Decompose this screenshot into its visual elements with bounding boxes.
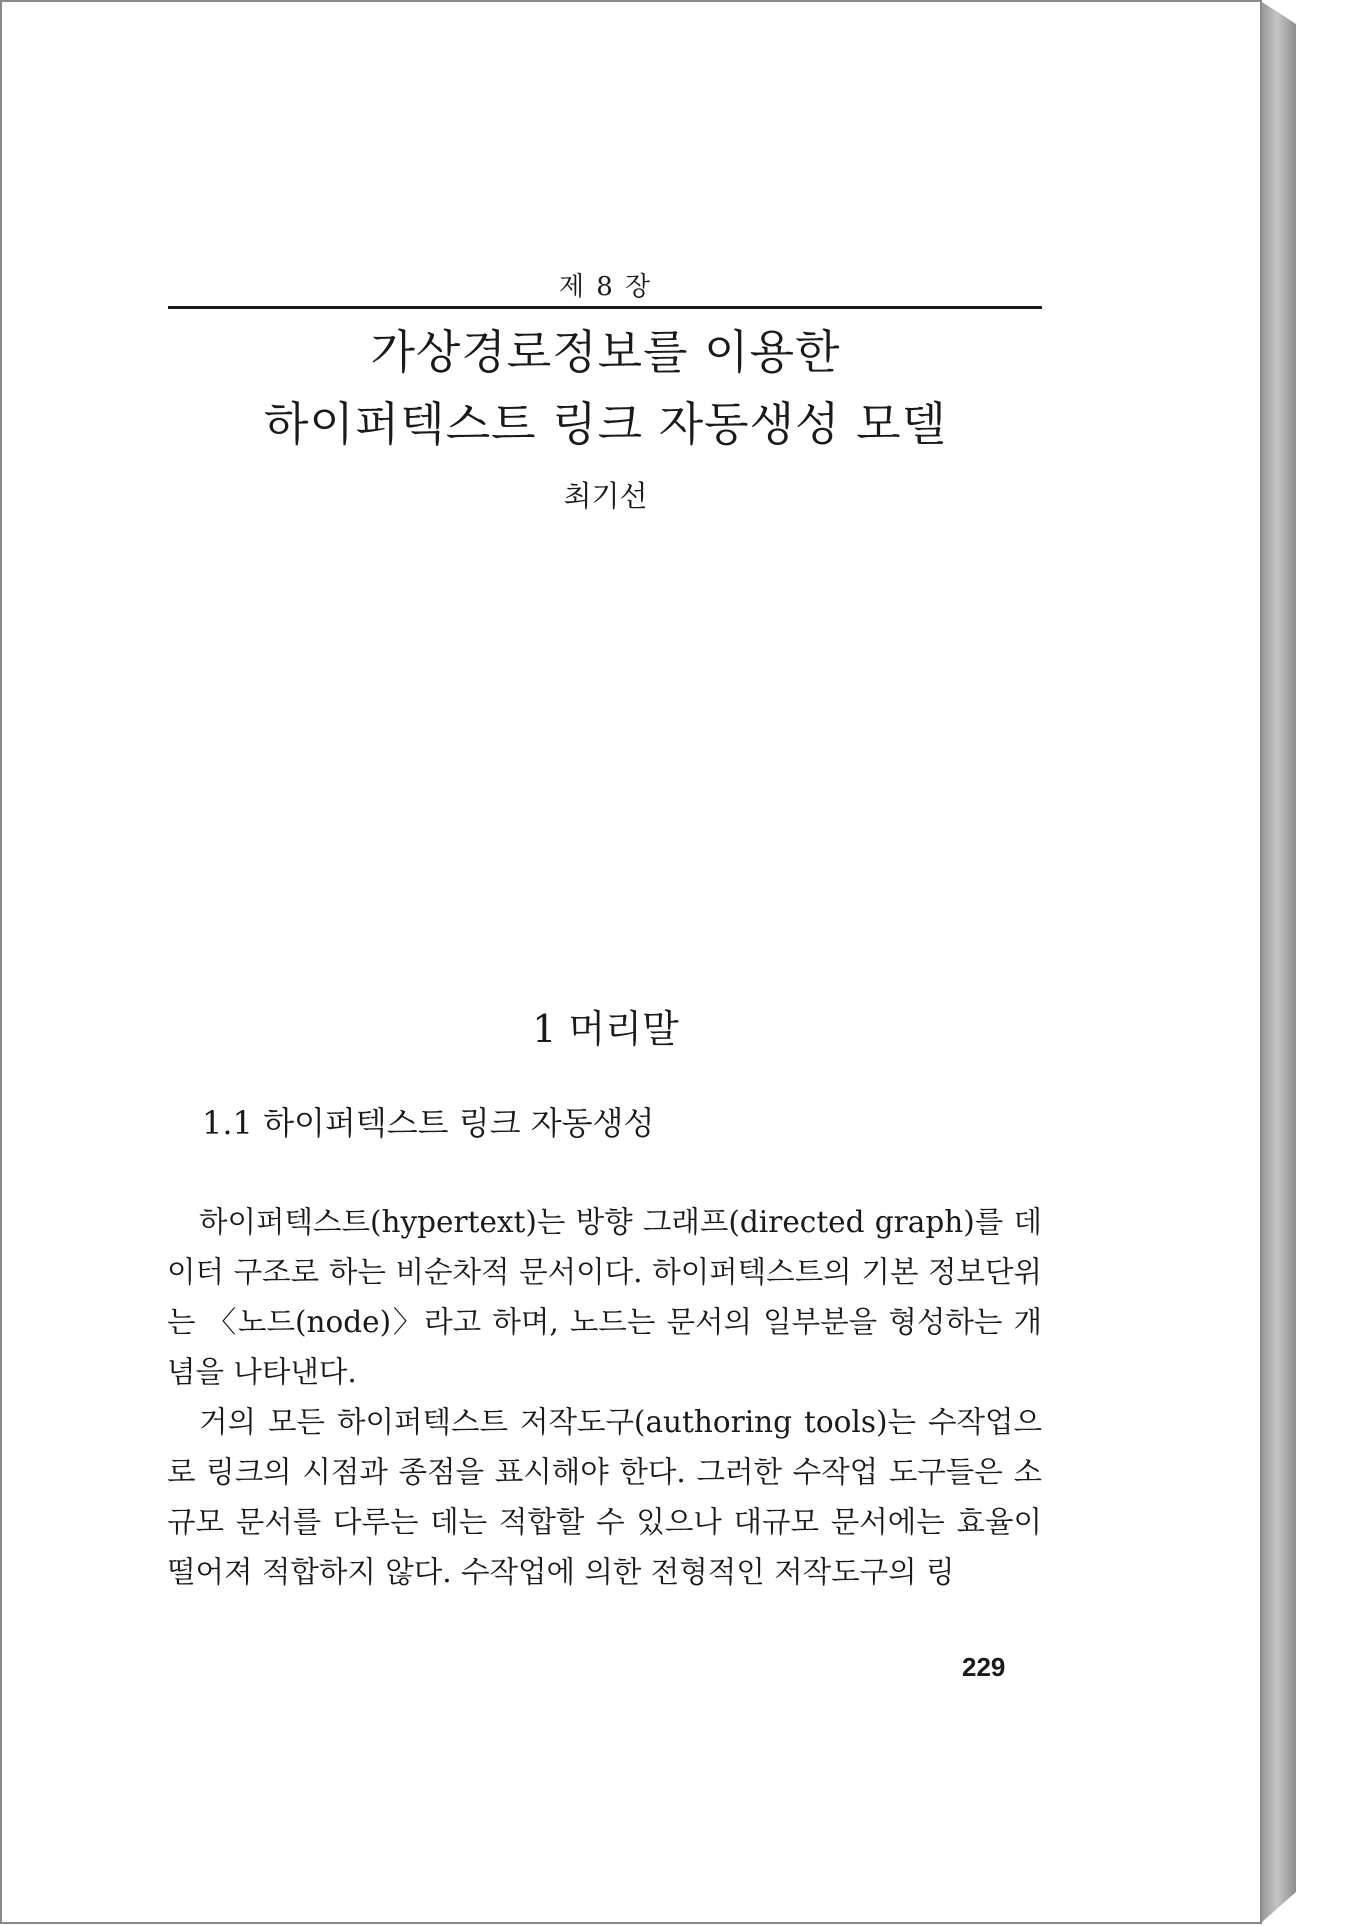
page-number: 229 <box>962 1652 1006 1682</box>
body-text <box>167 1197 1042 1597</box>
author-name: 최기선 <box>563 479 648 513</box>
section-heading: 1 머리말 <box>532 1007 679 1051</box>
subsection-heading: 1.1 하이퍼텍스트 링크 자동생성 <box>202 1104 655 1142</box>
chapter-title-line-2: 하이퍼텍스트 링크 자동생성 모델 <box>264 397 947 451</box>
chapter-rule <box>168 306 1042 309</box>
chapter-title <box>2 316 1209 460</box>
paragraph: 하이퍼텍스트(hypertext)는 방향 그래프(directed graph)를 데이터 구조로 하는 비순차적 문서이다. 하이퍼텍스트의 기본 정보단위는 〈노드(node)〉라고 하며, 노드는 문서의 일부분을 형성하는 개념을 나타낸다. <box>167 1205 1042 1389</box>
chapter-label: 제 8 장 <box>558 272 653 302</box>
chapter-title-line-1: 가상경로정보를 이용한 <box>370 325 841 379</box>
page-edge <box>1262 2 1296 1922</box>
paragraph: 거의 모든 하이퍼텍스트 저작도구(authoring tools)는 수작업으로 링크의 시점과 종점을 표시해야 한다. 그러한 수작업 도구들은 소규모 문서를 다루는 데는 적합할 수 있으나 대규모 문서에는 효율이 떨어져 적합하지 않다. 수작업에 의한 전형적인 저작도구의 링 <box>167 1405 1042 1589</box>
